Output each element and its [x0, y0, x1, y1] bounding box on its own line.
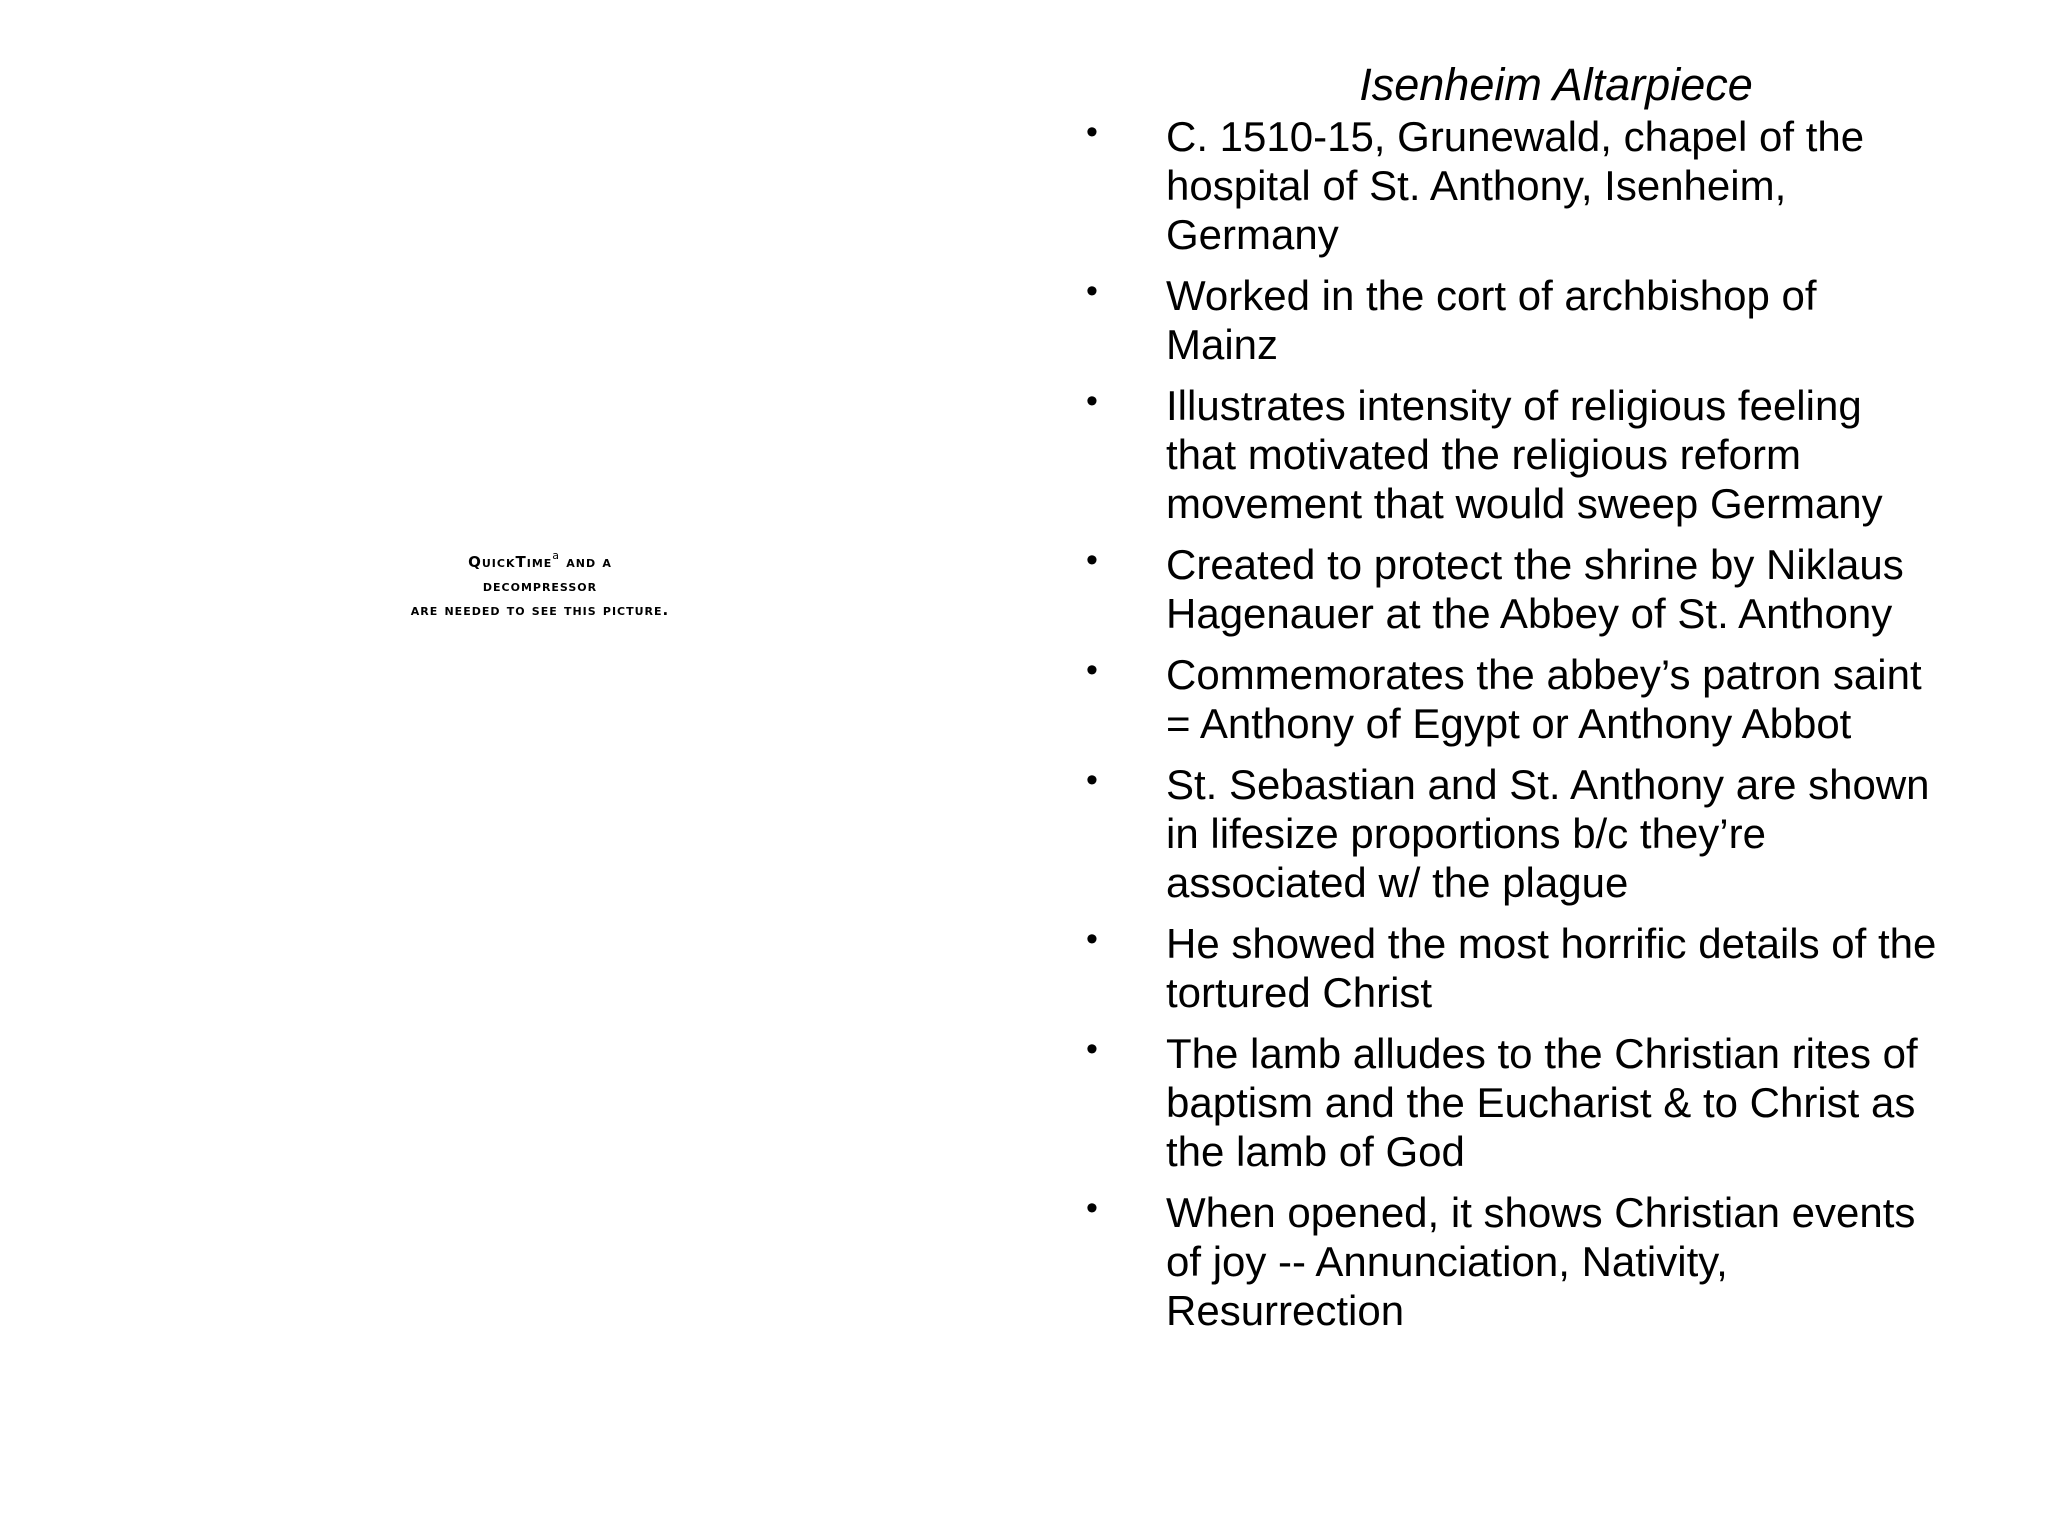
bullet-icon: •: [1086, 382, 1098, 420]
bullet-text: Commemorates the abbey’s patron saint = Anthony of Egypt or Anthony Abbot: [1166, 651, 1922, 747]
bullet-icon: •: [1086, 920, 1098, 958]
bullet-list: [1086, 112, 2026, 1335]
placeholder-line-1-suffix: and a: [560, 553, 612, 571]
bullet-item: [1086, 271, 2026, 369]
bullet-text: The lamb alludes to the Christian rites of baptism and the Eucharist & to Christ as the lamb of God: [1166, 1030, 1918, 1175]
bullet-text: He showed the most horrific details of the tortured Christ: [1166, 920, 1937, 1016]
text-panel: [1086, 60, 2026, 1347]
placeholder-line-2: decompressor: [482, 577, 598, 595]
placeholder-line-1: [380, 544, 700, 574]
bullet-icon: •: [1086, 1189, 1098, 1227]
quicktime-image-placeholder: [380, 544, 700, 622]
bullet-icon: •: [1086, 272, 1098, 310]
bullet-text: C. 1510-15, Grunewald, chapel of the hospital of St. Anthony, Isenheim, Germany: [1166, 113, 1865, 258]
bullet-icon: •: [1086, 1030, 1098, 1068]
slide-title: Isenheim Altarpiece: [1359, 59, 1753, 110]
bullet-text: Worked in the cort of archbishop of Mainz: [1166, 272, 1817, 368]
bullet-item: [1086, 650, 2026, 748]
bullet-item: [1086, 540, 2026, 638]
placeholder-line-1-prefix: QuickTime: [468, 553, 553, 571]
bullet-text: Illustrates intensity of religious feeling that motivated the religious reform movement that would sweep Germany: [1166, 382, 1883, 527]
bullet-item: [1086, 760, 2026, 907]
bullet-item: [1086, 1188, 2026, 1335]
bullet-icon: •: [1086, 541, 1098, 579]
bullet-icon: •: [1086, 651, 1098, 689]
placeholder-line-3: are needed to see this picture.: [410, 601, 670, 619]
bullet-item: [1086, 381, 2026, 528]
bullet-icon: •: [1086, 761, 1098, 799]
bullet-text: St. Sebastian and St. Anthony are shown in lifesize proportions b/c they’re associated w/ the plague: [1166, 761, 1930, 906]
bullet-item: [1086, 1029, 2026, 1176]
bullet-icon: •: [1086, 113, 1098, 151]
placeholder-superscript: a: [552, 549, 561, 562]
bullet-item: [1086, 919, 2026, 1017]
bullet-text: When opened, it shows Christian events of joy -- Annunciation, Nativity, Resurrection: [1166, 1189, 1916, 1334]
bullet-item: [1086, 112, 2026, 259]
bullet-text: Created to protect the shrine by Niklaus Hagenauer at the Abbey of St. Anthony: [1166, 541, 1904, 637]
